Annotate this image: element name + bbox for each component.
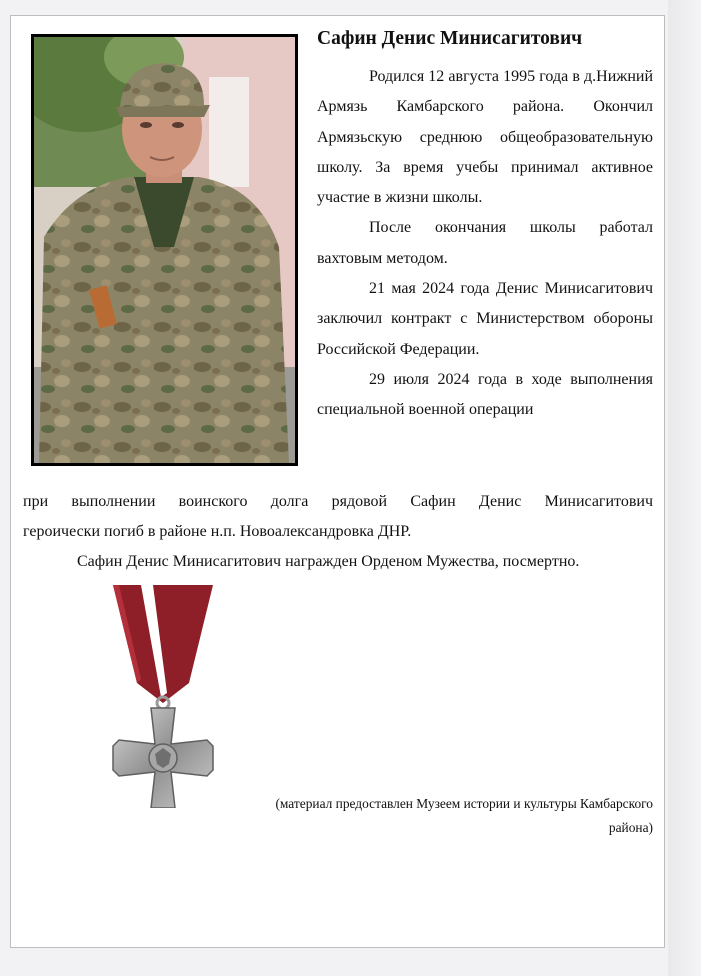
source-credit [211, 792, 653, 840]
person-name-heading: Сафин Денис Минисагитович [317, 28, 583, 49]
bio-paragraph-death-continued [23, 487, 653, 547]
portrait-photo [31, 34, 298, 466]
biography-column [317, 62, 653, 426]
document-page [10, 15, 665, 948]
award-statement: Сафин Денис Минисагитович награжден Орденом Мужества, посмертно. [77, 553, 580, 570]
credit-line-2: района) [608, 820, 653, 835]
bio-paragraph-death-start: 29 июля 2024 года в ходе выполнения специальной военной операции [317, 370, 653, 419]
bio-paragraph-contract: 21 мая 2024 года Денис Минисагитович заключил контракт с Министерством обороны Российской Федерации. [317, 280, 653, 358]
bio-paragraph-birth: Родился 12 августа 1995 года в д.Нижний Армязь Камбарского района. Окончил Армязьскую среднюю общеобразовательную школу. За время учебы принимал активное участие в жизни школы. [317, 68, 653, 207]
bio-paragraph-work: После окончания школы работал вахтовым методом. [317, 219, 653, 267]
credit-line-1: (материал предоставлен Музеем истории и культуры Камбарского [275, 796, 653, 811]
death-line-2: героически погиб в районе н.п. Новоалександровка ДНР. [23, 523, 412, 540]
medal-image [105, 583, 221, 808]
viewer-side-strip [668, 0, 701, 976]
death-line-1: при выполнении воинского долга рядовой Сафин Денис Минисагитович [23, 493, 653, 510]
